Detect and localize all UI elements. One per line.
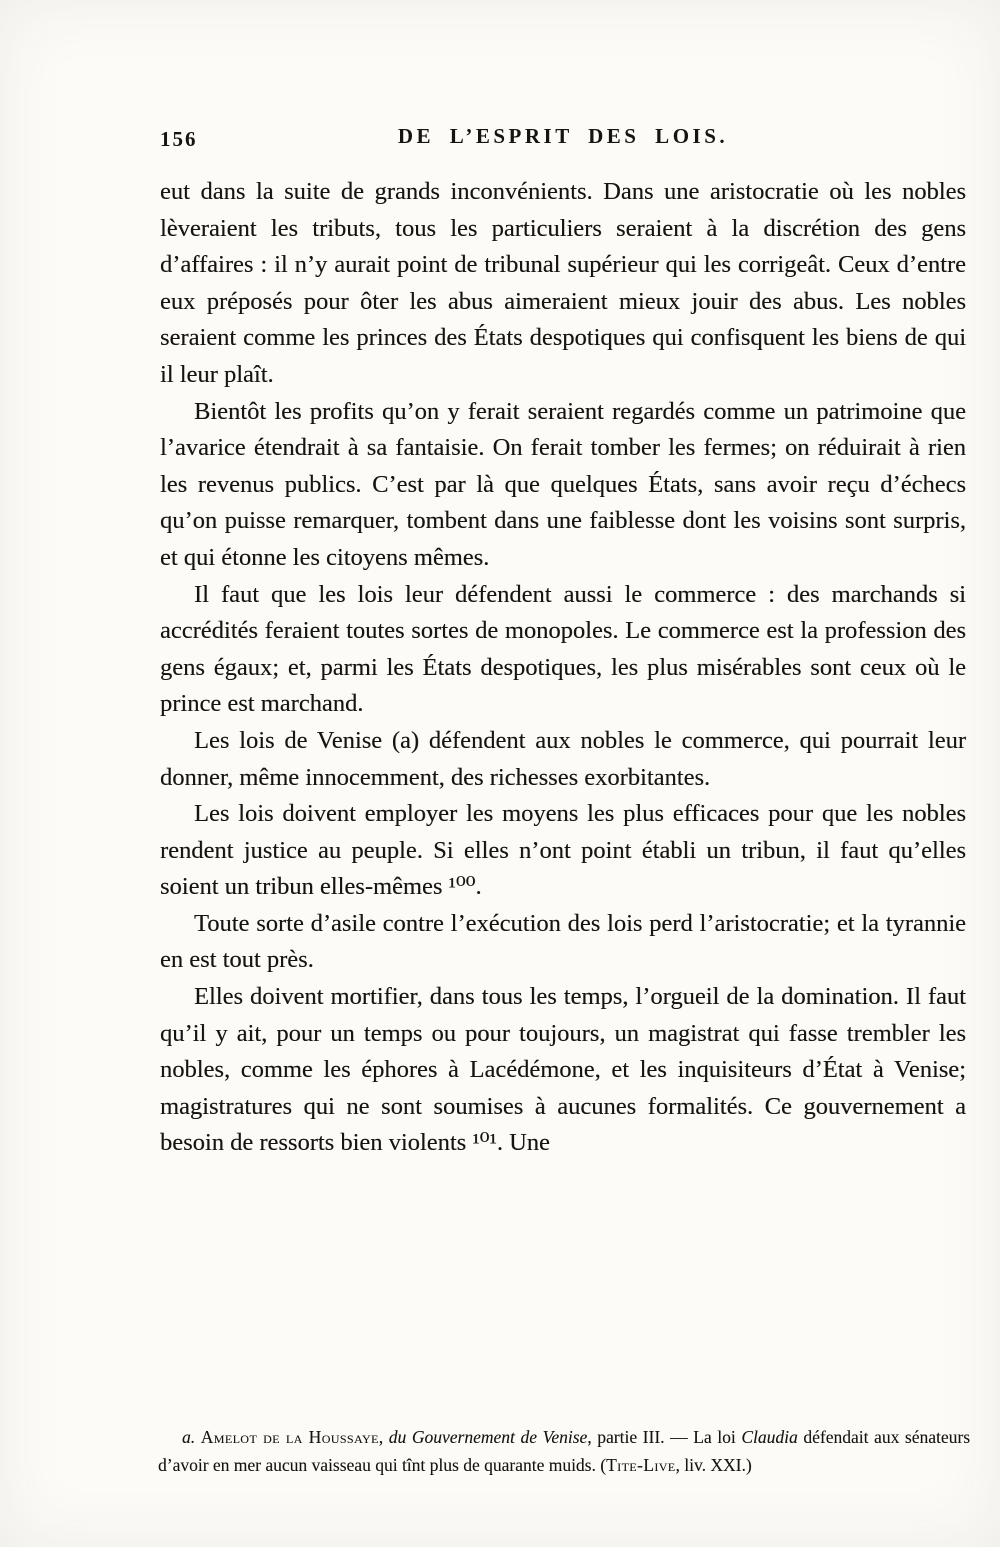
page-header xyxy=(160,124,966,158)
footnote-segment: du Gouvernement de Venise xyxy=(388,1427,588,1447)
footnote-segment: a. xyxy=(182,1427,201,1447)
footnote-segment: , xyxy=(378,1427,389,1447)
body-text xyxy=(160,174,966,1162)
paragraph: Les lois de Venise (a) défendent aux nobles le commerce, qui pourrait leur donner, même innocemment, des richesses exorbitantes. xyxy=(160,726,966,791)
paragraph: Elles doivent mortifier, dans tous les temps, l’orgueil de la domination. Il faut qu’il y ait, pour un temps ou pour toujours, un magistrat qui fasse trembler les nobles, comme les éphores à Lacédémone, et les inquisiteurs d’État à Venise; magistratures qui ne sont soumises à aucunes formalités. Ce gouvernement a besoin de ressorts bien violents ¹⁰¹. Une xyxy=(160,983,966,1157)
footnote-text xyxy=(158,1424,970,1479)
footnote-segment: , partie III. — La loi xyxy=(587,1427,742,1447)
footnote-segment: Claudia xyxy=(741,1427,798,1447)
paragraph: Il faut que les lois leur défendent aussi le commerce : des marchands si accrédités feraient toutes sortes de monopoles. Le commerce est la profession des gens égaux; et, parmi les États despotiques, les plus misérables sont ceux où le prince est marchand. xyxy=(160,580,966,718)
running-title: DE L’ESPRIT DES LOIS. xyxy=(397,124,729,148)
paragraph: Toute sorte d’asile contre l’exécution des lois perd l’aristocratie; et la tyrannie en est tout près. xyxy=(160,909,966,974)
footnote-segment: Amelot de la Houssaye xyxy=(200,1427,379,1447)
paragraph: Bientôt les profits qu’on y ferait seraient regardés comme un patrimoine que l’avarice étendrait à sa fantaisie. On ferait tomber les fermes; on réduirait à rien les revenus publics. C’est par là que quelques États, sans avoir reçu d’échecs qu’on puisse remarquer, tombent dans une faiblesse dont les voisins sont surpris, et qui étonne les citoyens mêmes. xyxy=(160,397,966,571)
paragraph: eut dans la suite de grands inconvénients. Dans une aristocratie où les nobles lèveraient les tributs, tous les particuliers seraient à la discrétion des gens d’affaires : il n’y aurait point de tribunal supérieur qui les corrigeât. Ceux d’entre eux préposés pour ôter les abus aimeraient mieux jouir des abus. Les nobles seraient comme les princes des États despotiques qui confisquent les biens de qui il leur plaît. xyxy=(160,178,966,388)
page-number: 156 xyxy=(160,127,198,151)
paragraph: Les lois doivent employer les moyens les plus efficaces pour que les nobles rendent justice au peuple. Si elles n’ont point établi un tribun, il faut qu’elles soient un tribun elles-mêmes ¹⁰⁰. xyxy=(160,800,966,901)
footnote-segment: défendait aux sénateurs d’avoir en mer aucun vaisseau qui tînt plus de quarante muids. ( xyxy=(158,1427,971,1475)
footnote-segment: , liv. XXI.) xyxy=(675,1454,752,1475)
footnote-segment: Tite-Live xyxy=(606,1454,676,1475)
